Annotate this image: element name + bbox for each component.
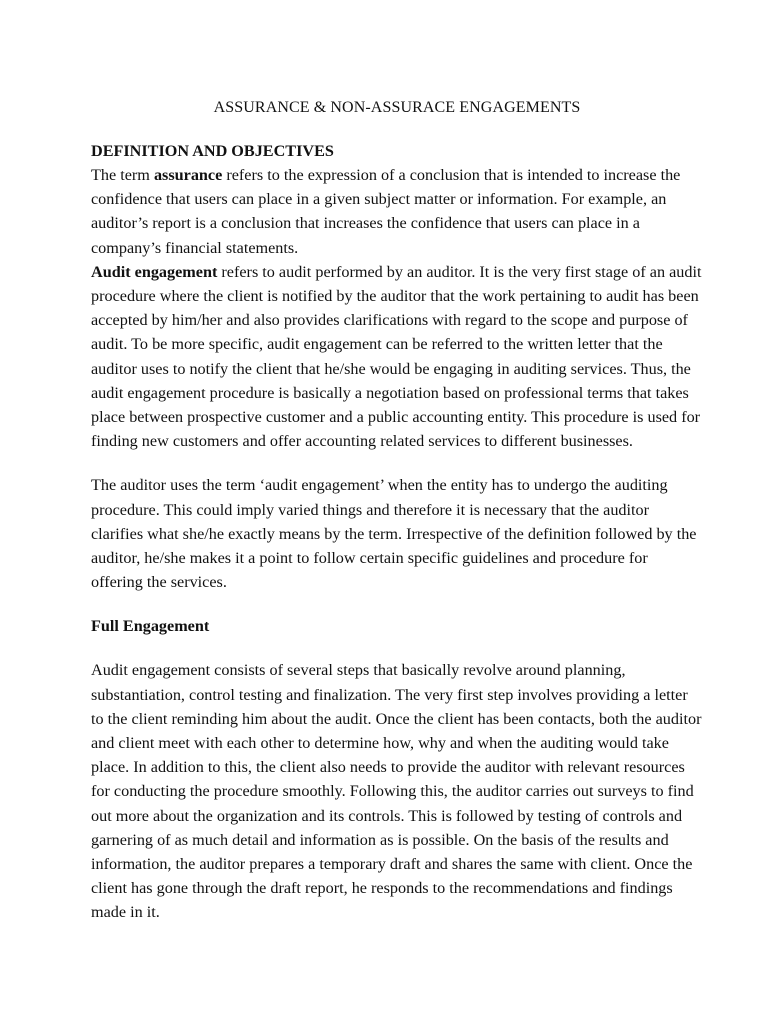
term-assurance: assurance [153,166,223,184]
paragraph-assurance-text: refers to the expression of a conclusion that is intended to increase the confidence that users can place in a given subject matter or information. For example, an auditor’s report is a conclusion that increases the confidence that users can place in a company’s financial statements. [91,166,681,257]
document-page [91,96,703,925]
paragraph-assurance [91,163,703,260]
paragraph-audit-engagement-term: The auditor uses the term ‘audit engagement’ when the entity has to undergo the auditing procedure. This could imply varied things and therefore it is necessary that the auditor clarifies what she/he exactly means by the term. Irrespective of the definition followed by the auditor, he/she makes it a point to follow certain specific guidelines and procedure for offering the services. [91,476,697,592]
paragraph-assurance-prefix: The term [91,166,154,184]
paragraph-audit-engagement-text: refers to audit performed by an auditor. It is the very first stage of an audit procedure where the client is notified by the auditor that the work pertaining to audit has been accepted by him/her and also provides clarifications with regard to the scope and purpose of audit. To be more specific, audit engagement can be referred to the written letter that the auditor uses to notify the client that he/she would be engaging in auditing services. Thus, the audit engagement procedure is basically a negotiation based on professional terms that takes place between prospective customer and a public accounting entity. This procedure is used for finding new customers and offer accounting related services to different businesses. [91,262,702,451]
paragraph-audit-engagement [91,260,703,454]
subheading-full-engagement: Full Engagement [91,617,210,636]
document-title: ASSURANCE & NON-ASSURACE ENGAGEMENTS [213,99,581,116]
term-audit-engagement: Audit engagement [91,262,218,281]
section-heading-definition: DEFINITION AND OBJECTIVES [91,142,334,160]
paragraph-full-engagement: Audit engagement consists of several steps that basically revolve around planning, substantiation, control testing and finalization. The very first step involves providing a letter to the client reminding him about the audit. Once the client has been contacts, both the auditor and client meet with each other to determine how, why and when the auditing would take place. In addition to this, the client also needs to provide the auditor with relevant resources for conducting the procedure smoothly. Following this, the auditor carries out surveys to find out more about the organization and its controls. This is followed by testing of controls and garnering of as much detail and information as is possible. On the basis of the results and information, the auditor prepares a temporary draft and shares the same with client. Once the client has gone through the draft report, he responds to the recommendations and findings made in it. [91,661,702,922]
